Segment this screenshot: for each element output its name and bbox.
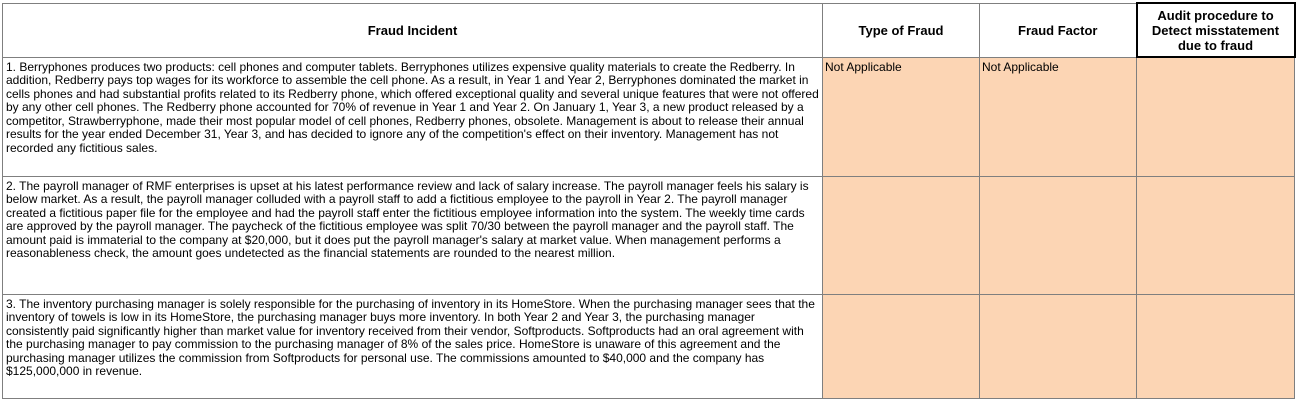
header-audit-procedure[interactable]: Audit procedure to Detect misstatement due to fraud [1137, 3, 1295, 57]
incident-cell[interactable]: 2. The payroll manager of RMF enterprises is upset at his latest performance review and lack of salary increase. The payroll manager feels his salary is below market. As a result, the payroll manager colluded with a payroll staff to add a fictitious employee to the payroll in Year 2. The payroll manager created a fictitious paper file for the employee and had the payroll staff enter the fictitious employee information into the system. The weekly time cards are approved by the payroll manager. The paycheck of the fictitious employee was split 70/30 between the payroll manager and the payroll staff. The amount paid is immaterial to the company at $20,000, but it does put the payroll manager's salary at market value. When management performs a reasonableness check, the amount goes undetected as the financial statements are rounded to the nearest million. [3, 176, 823, 294]
audit-procedure-cell[interactable] [1137, 294, 1295, 398]
incident-cell[interactable]: 1. Berryphones produces two products: cell phones and computer tablets. Berryphones utilizes expensive quality materials to create the Redberry. In addition, Redberry pays top wages for its workforce to assemble the cell phone. As a result, in Year 1 and Year 2, Berryphones dominated the market in cells phones and had substantial profits related to its Redberry phone, which offered exceptional quality and several unique features that were not offered by any other cell phones. The Redberry phone accounted for 70% of revenue in Year 1 and Year 2. On January 1, Year 3, a new product released by a competitor, Strawberryphone, made their most popular model of cell phones, Redberry phones, obsolete. Management is about to release their annual results for the year ended December 31, Year 3, and has decided to ignore any of the competition's effect on their inventory. Management has not recorded any fictitious sales. [3, 57, 823, 176]
fraud-factor-cell[interactable] [980, 294, 1137, 398]
table-row [3, 294, 1295, 398]
audit-procedure-cell[interactable] [1137, 57, 1295, 176]
type-of-fraud-cell[interactable] [823, 176, 980, 294]
audit-procedure-cell[interactable] [1137, 176, 1295, 294]
table-row [3, 176, 1295, 294]
header-type-of-fraud: Type of Fraud [823, 3, 980, 57]
type-of-fraud-cell[interactable] [823, 294, 980, 398]
table-row [3, 57, 1295, 176]
header-row [3, 3, 1295, 57]
fraud-factor-cell[interactable] [980, 176, 1137, 294]
type-of-fraud-cell[interactable]: Not Applicable [823, 57, 980, 176]
incident-cell[interactable]: 3. The inventory purchasing manager is solely responsible for the purchasing of inventory in its HomeStore. When the purchasing manager sees that the inventory of towels is low in its HomeStore, the purchasing manager buys more inventory. In both Year 2 and Year 3, the purchasing manager consistently paid significantly higher than market value for inventory received from their vendor, Softproducts. Softproducts had an oral agreement with the purchasing manager to pay commission to the purchasing manager of 8% of the sales price. HomeStore is unaware of this agreement and the purchasing manager utilizes the commission from Softproducts for personal use. The commissions amounted to $40,000 and the company has $125,000,000 in revenue. [3, 294, 823, 398]
fraud-table [2, 2, 1296, 399]
header-fraud-incident: Fraud Incident [3, 3, 823, 57]
header-fraud-factor: Fraud Factor [980, 3, 1137, 57]
fraud-factor-cell[interactable]: Not Applicable [980, 57, 1137, 176]
